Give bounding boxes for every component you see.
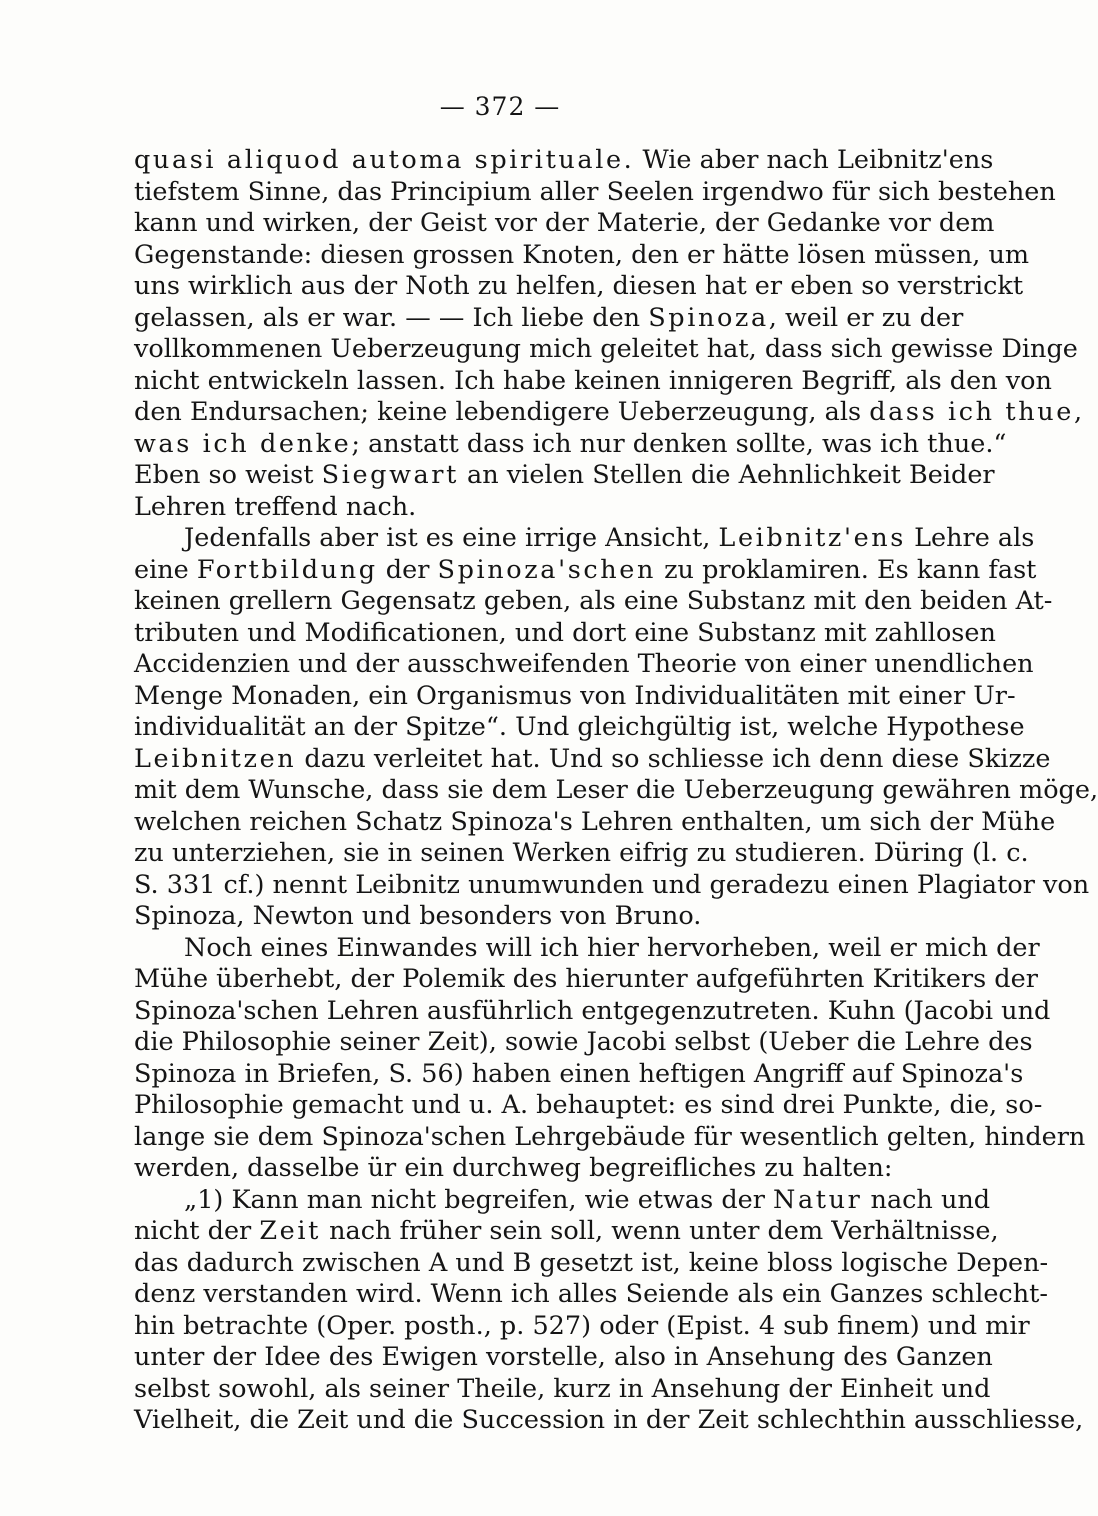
text-run: tiefstem Sinne, das Principium aller Seelen irgendwo für sich bestehen xyxy=(134,176,1056,207)
text-run: S. 331 cf.) nennt Leibnitz unumwunden und geradezu einen Plagiator von xyxy=(134,869,1090,900)
text-run: nicht der xyxy=(134,1216,260,1246)
text-line xyxy=(134,964,1038,996)
text-run: werden, dasselbe ür ein durchweg begreifliches zu halten: xyxy=(134,1153,893,1183)
text-run: uns wirklich aus der Noth zu helfen, diesen hat er eben so verstrickt xyxy=(134,271,1024,301)
text-line xyxy=(134,397,1085,429)
text-line xyxy=(134,586,1053,618)
body-text xyxy=(134,145,1098,1437)
text-run: Spinoza, Newton und besonders von Bruno. xyxy=(134,901,702,931)
text-line xyxy=(134,1090,1043,1122)
text-line xyxy=(134,334,1078,366)
text-run: der xyxy=(377,554,438,585)
text-run: „1) Kann man nicht begreifen, wie etwas der xyxy=(184,1184,774,1215)
text-run: nach früher sein soll, wenn unter dem Verhältnisse, xyxy=(320,1216,999,1246)
text-run: Spinoza in Briefen, S. 56) haben einen heftigen Angriff auf Spinoza's xyxy=(134,1058,1024,1089)
text-run: die Philosophie seiner Zeit), sowie Jacobi selbst (Ueber die Lehre des xyxy=(134,1027,1033,1057)
spaced-emphasis: Natur xyxy=(773,1184,863,1215)
text-run: Noch eines Einwandes will ich hier hervorheben, weil er mich der xyxy=(184,932,1040,963)
text-run: , weil er zu der xyxy=(768,302,964,333)
spaced-emphasis: Fortbildung xyxy=(196,554,378,585)
text-run: den Endursachen; keine lebendigere Ueberzeugung, als xyxy=(134,397,870,427)
spaced-emphasis: Zeit xyxy=(259,1216,321,1246)
text-line xyxy=(134,617,996,650)
text-run: ; anstatt dass ich nur denken sollte, was ich thue.“ xyxy=(351,428,1007,459)
text-line xyxy=(134,1342,993,1374)
spaced-emphasis: Leibnitzen xyxy=(134,743,297,774)
text-line xyxy=(134,995,1051,1028)
text-line xyxy=(134,806,1056,839)
text-line xyxy=(134,208,995,240)
text-line xyxy=(134,492,946,524)
text-line xyxy=(134,1058,1024,1091)
text-line xyxy=(134,145,994,177)
spaced-emphasis: Spinoza'schen xyxy=(437,554,657,585)
text-run: Jedenfalls aber ist es eine irrige Ansicht, xyxy=(184,523,719,553)
text-run: unter der Idee des Ewigen vorstelle, also in Ansehung des Ganzen xyxy=(134,1342,993,1372)
text-run: nach und xyxy=(862,1184,991,1215)
text-line xyxy=(134,932,1040,965)
text-run: zu proklamiren. Es kann fast xyxy=(656,554,1037,585)
spaced-emphasis: Siegwart xyxy=(321,460,459,490)
text-line xyxy=(134,1153,946,1185)
text-run: Wie aber nach Leibnitz'ens xyxy=(634,145,994,175)
text-line xyxy=(134,460,995,492)
text-line xyxy=(134,869,1090,902)
text-line xyxy=(134,239,1030,272)
text-run: Mühe überhebt, der Polemik des hierunter aufgeführten Kritikers der xyxy=(134,964,1038,994)
spaced-emphasis: quasi aliquod automa spirituale. xyxy=(134,145,635,175)
text-line xyxy=(134,1310,1030,1343)
text-run: eine xyxy=(134,554,197,585)
text-run: hin betrachte (Oper. posth., p. 527) oder (Epist. 4 sub finem) und mir xyxy=(134,1310,1030,1341)
text-run: selbst sowohl, als seiner Theile, kurz in Ansehung der Einheit und xyxy=(134,1373,991,1404)
text-line xyxy=(134,901,946,933)
text-line xyxy=(134,775,1098,807)
text-run: Eben so weist xyxy=(134,460,322,490)
text-run: vollkommenen Ueberzeugung mich geleitet hat, dass sich gewisse Dinge xyxy=(134,334,1078,364)
text-run: Lehren treffend nach. xyxy=(134,491,417,522)
text-line xyxy=(134,176,1056,209)
spaced-emphasis: Spinoza xyxy=(648,302,769,333)
text-line xyxy=(134,649,1034,681)
text-line xyxy=(134,271,1024,303)
text-line xyxy=(134,365,1052,398)
text-run: an vielen Stellen die Aehnlichkeit Beider xyxy=(458,460,995,490)
text-run: Vielheit, die Zeit und die Succession in der Zeit schlechthin ausschliesse, xyxy=(134,1405,1084,1435)
text-run: keinen grellern Gegensatz geben, als eine Substanz mit den beiden At- xyxy=(134,586,1053,616)
text-run: Philosophie gemacht und u. A. behauptet: es sind drei Punkte, die, so- xyxy=(134,1090,1043,1120)
page-number: — 372 — xyxy=(439,92,561,121)
text-line xyxy=(134,680,1016,713)
text-run: mit dem Wunsche, dass sie dem Leser die Ueberzeugung gewähren möge, xyxy=(134,775,1098,805)
text-run: lange sie dem Spinoza'schen Lehrgebäude für wesentlich gelten, hindern xyxy=(134,1121,1086,1152)
text-line xyxy=(134,1373,991,1406)
text-line xyxy=(134,712,1025,744)
text-line xyxy=(134,743,1051,776)
text-run: dazu verleitet hat. Und so schliesse ich denn diese Skizze xyxy=(296,743,1051,774)
text-line xyxy=(134,1247,1049,1280)
text-run: Gegenstande: diesen grossen Knoten, den er hätte lösen müssen, um xyxy=(134,239,1030,270)
text-run: kann und wirken, der Geist vor der Materie, der Gedanke vor dem xyxy=(134,208,995,238)
text-run: Lehre als xyxy=(905,523,1035,553)
text-run: Menge Monaden, ein Organismus von Individualitäten mit einer Ur- xyxy=(134,680,1016,711)
text-line xyxy=(134,1216,999,1248)
text-run: nicht entwickeln lassen. Ich habe keinen innigeren Begriff, als den von xyxy=(134,365,1052,396)
text-run: Accidenzien und der ausschweifenden Theorie von einer unendlichen xyxy=(134,649,1034,679)
text-line xyxy=(134,302,964,335)
text-run: welchen reichen Schatz Spinoza's Lehren enthalten, um sich der Mühe xyxy=(134,806,1056,837)
text-run: Spinoza'schen Lehren ausführlich entgegenzutreten. Kuhn (Jacobi und xyxy=(134,995,1051,1026)
spaced-emphasis: was ich denke xyxy=(134,428,352,459)
text-run: individualität an der Spitze“. Und gleichgültig ist, welche Hypothese xyxy=(134,712,1025,742)
text-line xyxy=(134,554,1037,587)
text-line xyxy=(134,1184,991,1217)
text-line xyxy=(134,1121,1086,1154)
text-line xyxy=(134,1405,1084,1437)
text-line xyxy=(134,428,1007,461)
text-run: das dadurch zwischen A und B gesetzt ist, keine bloss logische Depen- xyxy=(134,1247,1049,1278)
text-line xyxy=(134,523,1035,555)
text-run: tributen und Modificationen, und dort eine Substanz mit zahllosen xyxy=(134,617,996,648)
text-line xyxy=(134,1279,1049,1311)
text-run: gelassen, als er war. — — Ich liebe den xyxy=(134,302,649,333)
spaced-emphasis: dass ich thue, xyxy=(869,397,1085,427)
text-run: zu unterziehen, sie in seinen Werken eifrig zu studieren. Düring (l. c. xyxy=(134,838,1029,868)
text-line xyxy=(134,1027,1033,1059)
text-run: denz verstanden wird. Wenn ich alles Seiende als ein Ganzes schlecht- xyxy=(134,1279,1049,1309)
text-line xyxy=(134,838,1029,870)
spaced-emphasis: Leibnitz'ens xyxy=(718,523,906,553)
